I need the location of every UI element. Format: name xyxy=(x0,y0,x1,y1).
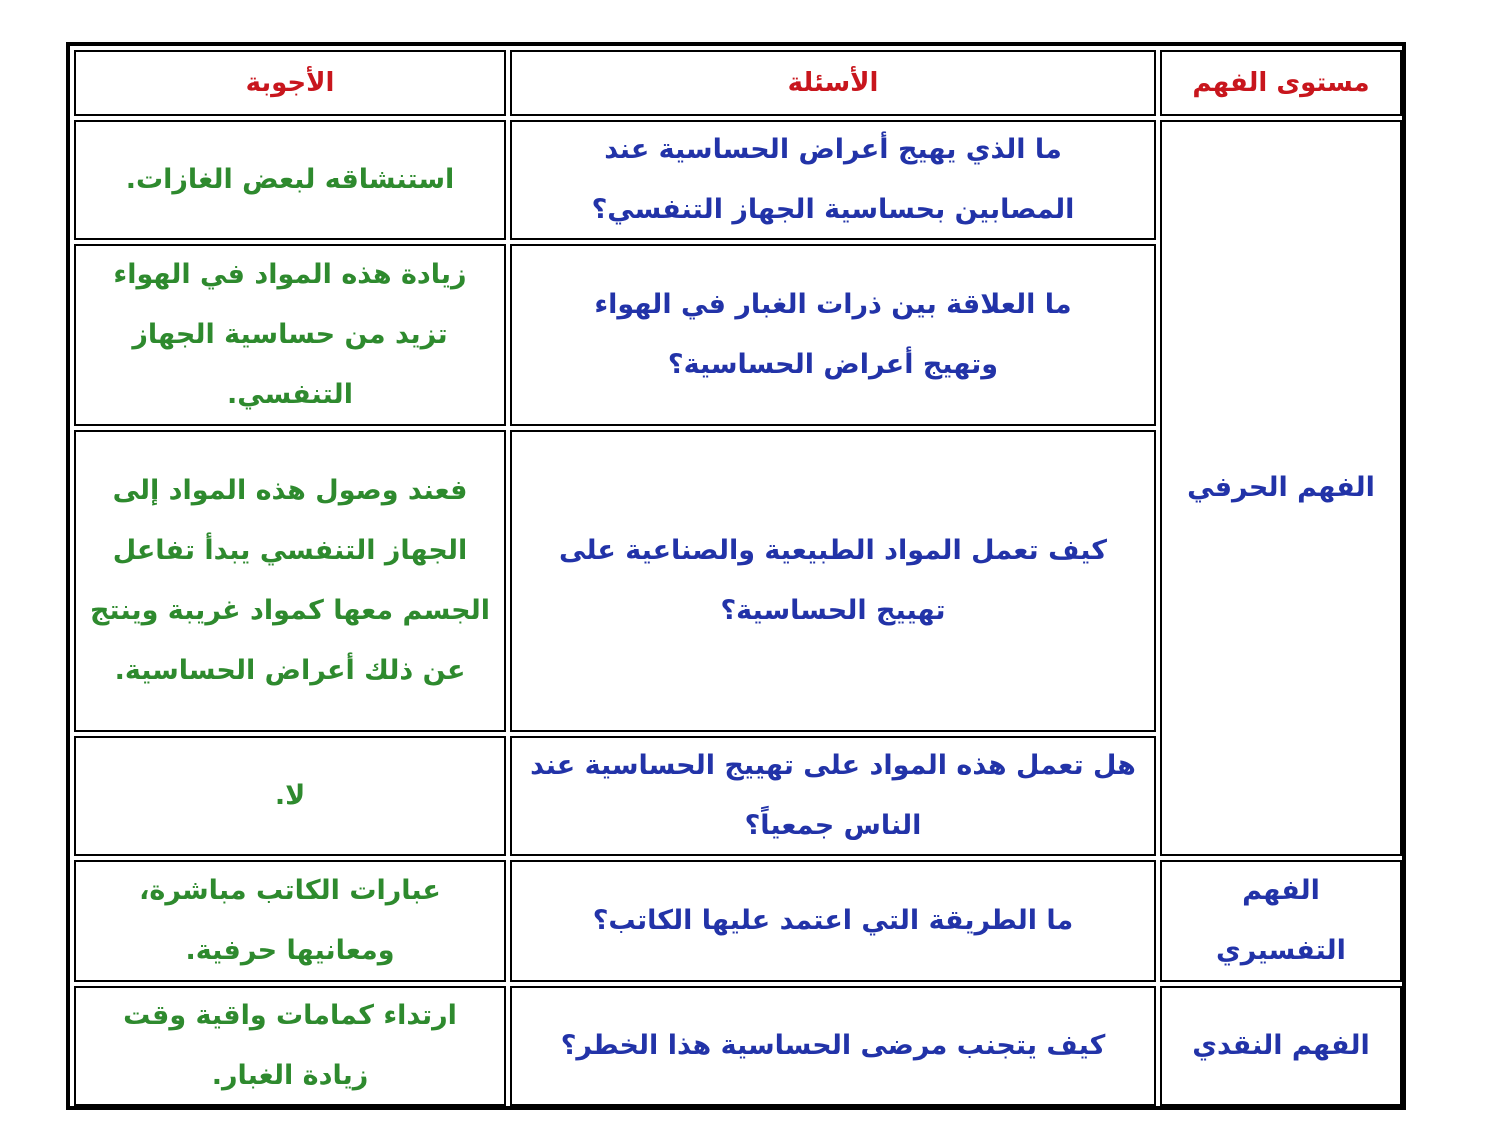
question-cell: كيف تعمل المواد الطبيعية والصناعية على تهييج الحساسية؟ xyxy=(510,430,1156,732)
level-critical: الفهم النقدي xyxy=(1160,986,1402,1106)
header-answers: الأجوبة xyxy=(74,50,506,116)
question-cell: ما الطريقة التي اعتمد عليها الكاتب؟ xyxy=(510,860,1156,982)
answer-cell: استنشاقه لبعض الغازات. xyxy=(74,120,506,240)
answer-cell: لا. xyxy=(74,736,506,856)
header-questions: الأسئلة xyxy=(510,50,1156,116)
question-cell: ما العلاقة بين ذرات الغبار في الهواء وتهيج أعراض الحساسية؟ xyxy=(510,244,1156,426)
answer-cell: فعند وصول هذه المواد إلى الجهاز التنفسي يبدأ تفاعل الجسم معها كمواد غريبة وينتج عن ذلك أعراض الحساسية. xyxy=(74,430,506,732)
question-cell: هل تعمل هذه المواد على تهييج الحساسية عند الناس جمعياً؟ xyxy=(510,736,1156,856)
answer-cell: عبارات الكاتب مباشرة، ومعانيها حرفية. xyxy=(74,860,506,982)
question-cell: كيف يتجنب مرضى الحساسية هذا الخطر؟ xyxy=(510,986,1156,1106)
question-cell: ما الذي يهيج أعراض الحساسية عند المصابين بحساسية الجهاز التنفسي؟ xyxy=(510,120,1156,240)
header-level: مستوى الفهم xyxy=(1160,50,1402,116)
level-literal: الفهم الحرفي xyxy=(1160,120,1402,856)
comprehension-table xyxy=(66,42,1406,1110)
answer-cell: زيادة هذه المواد في الهواء تزيد من حساسية الجهاز التنفسي. xyxy=(74,244,506,426)
answer-cell: ارتداء كمامات واقية وقت زيادة الغبار. xyxy=(74,986,506,1106)
level-interpretive: الفهم التفسيري xyxy=(1160,860,1402,982)
